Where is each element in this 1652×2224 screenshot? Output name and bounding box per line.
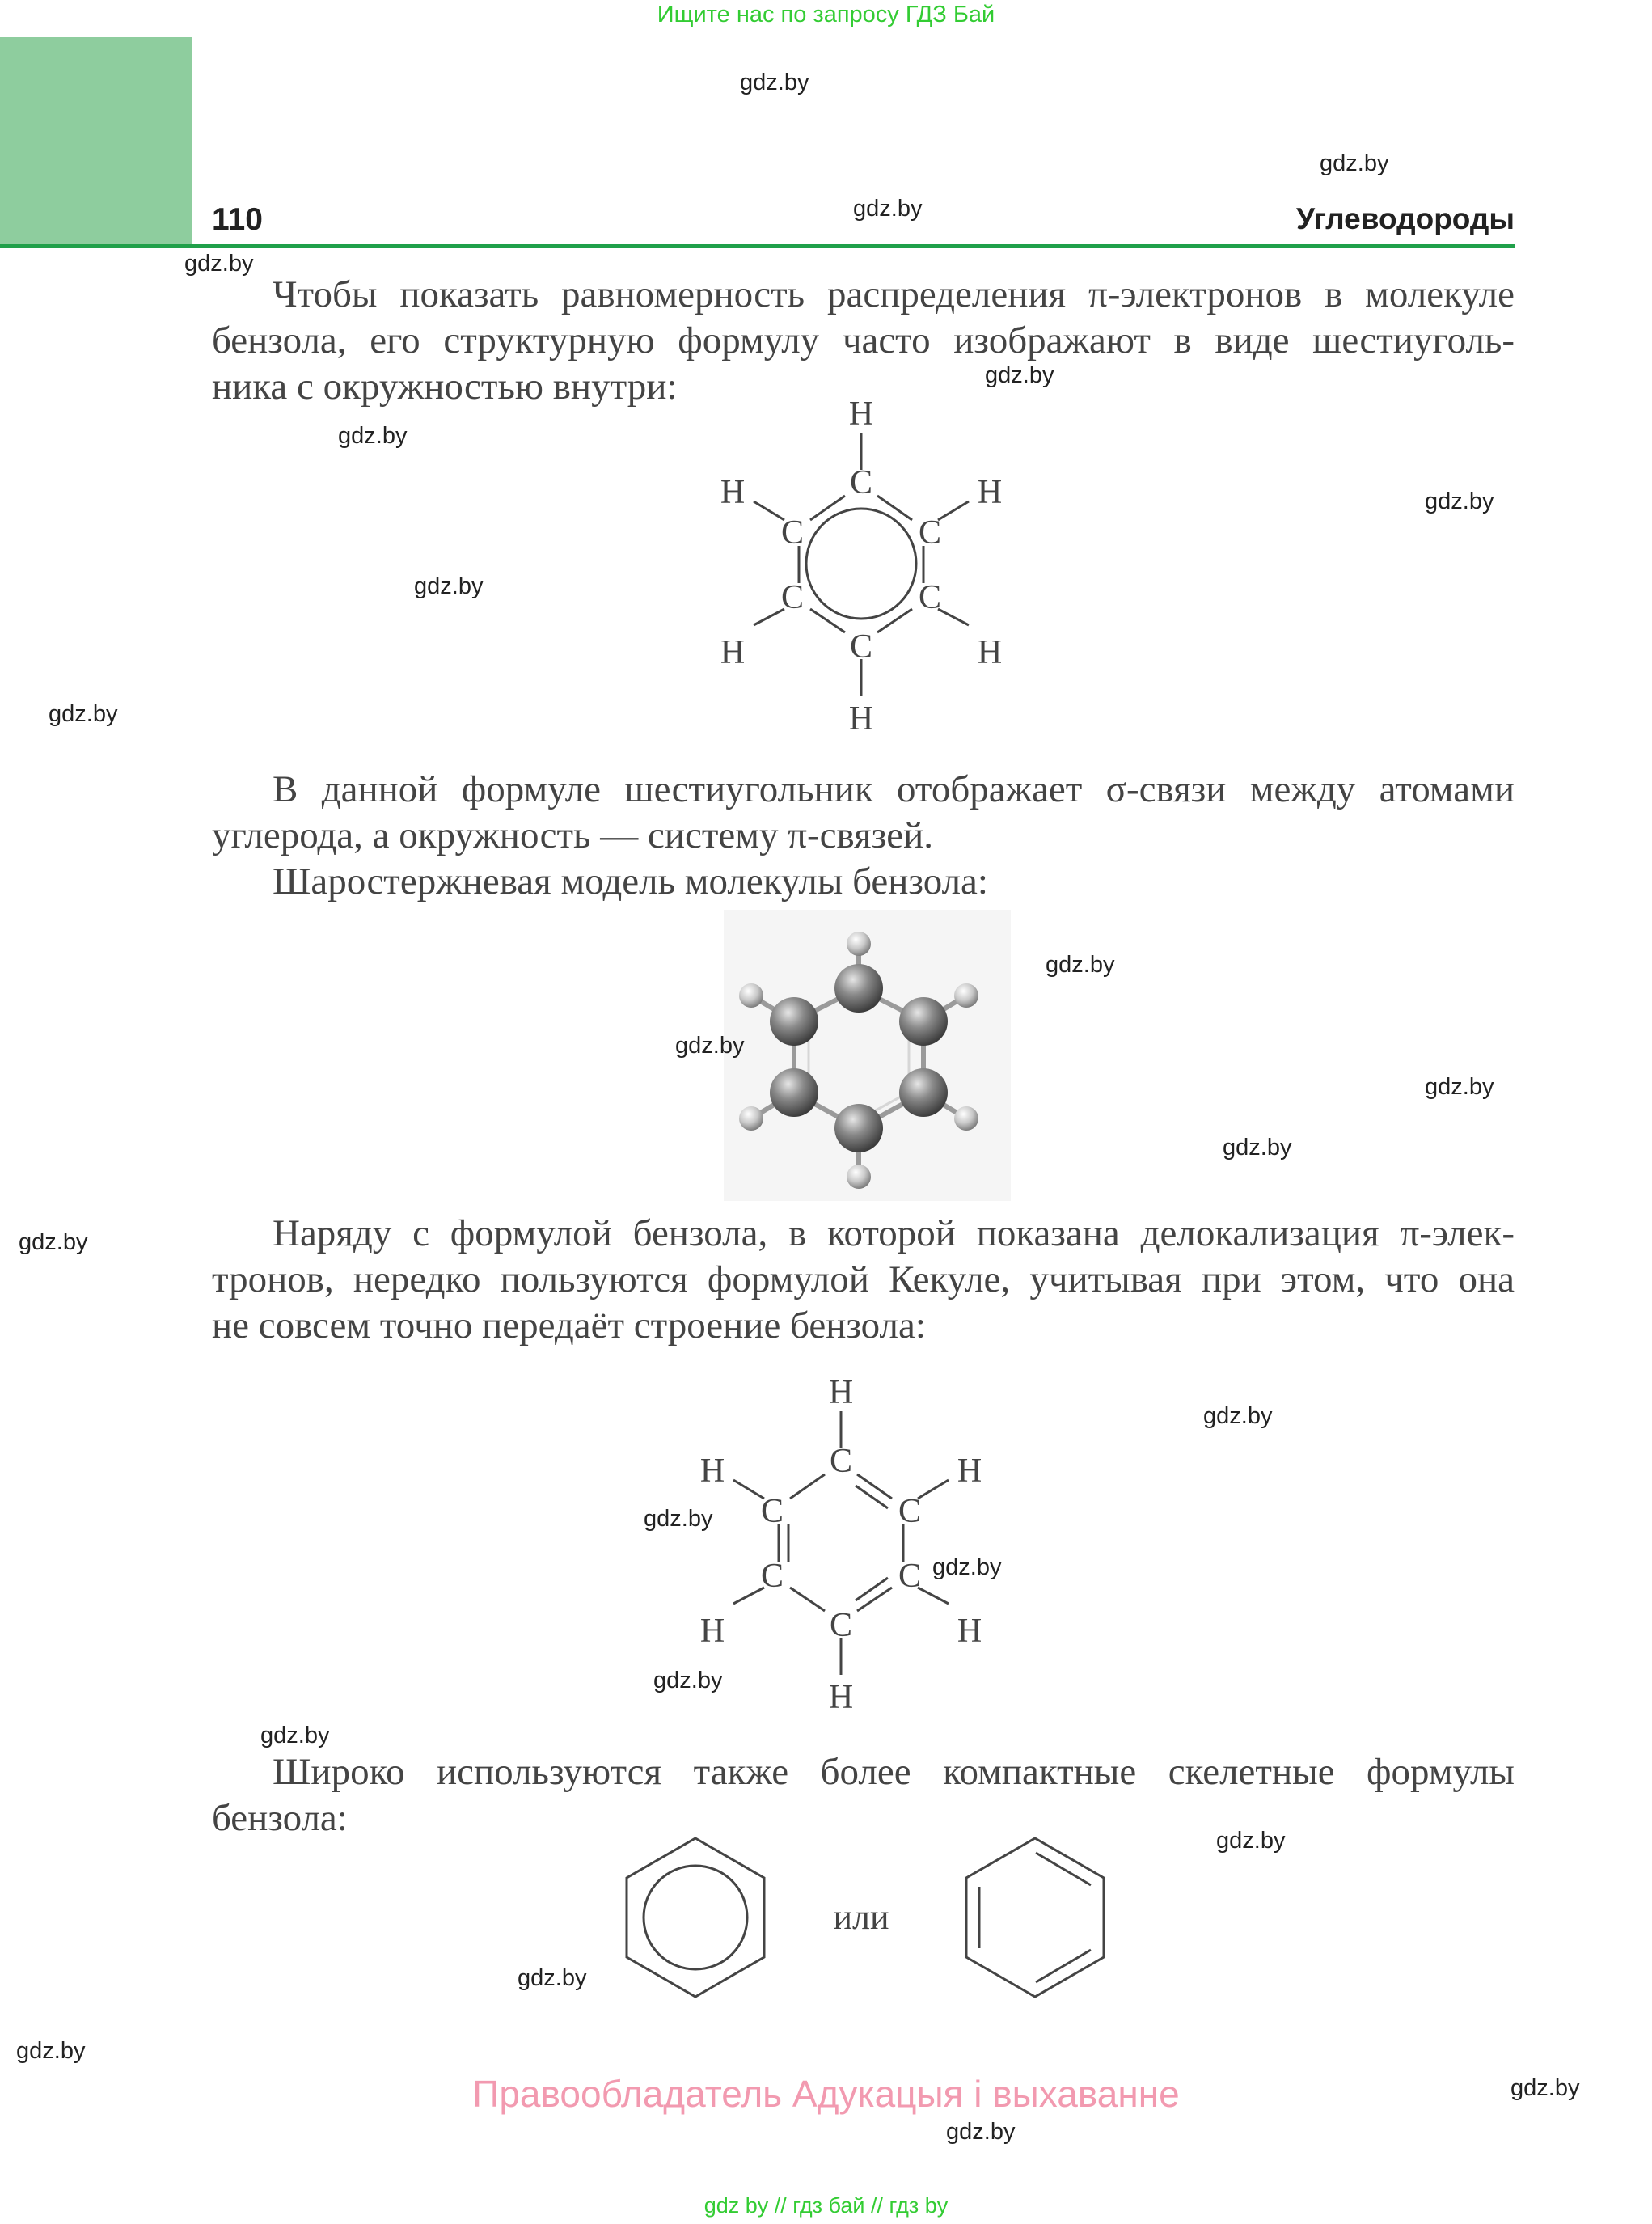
text-line: не совсем точно передаёт строение бензола:: [212, 1304, 926, 1347]
carbon-atom: [770, 997, 818, 1046]
text-line: ника с окружностью внутри:: [212, 366, 678, 408]
paragraph-kekule: [212, 1211, 1515, 1349]
carbon-atom: [899, 997, 948, 1046]
atom-label: H: [957, 1613, 982, 1650]
atom-label: C: [760, 1558, 784, 1595]
watermark: gdz.by: [946, 2119, 1016, 2145]
section-title: Углеводороды: [1296, 202, 1515, 235]
watermark: gdz.by: [414, 573, 484, 599]
hexagon-with-circle: [627, 1838, 764, 1997]
atom-label: H: [848, 395, 874, 433]
carbon-atom: [834, 1104, 883, 1152]
hydrogen-atom: [847, 1165, 871, 1189]
watermark: gdz.by: [675, 1033, 745, 1059]
watermark: gdz.by: [49, 701, 118, 727]
atom-label: C: [829, 1443, 853, 1480]
atom-label: H: [977, 634, 1003, 671]
watermark: gdz.by: [653, 1668, 723, 1693]
ball-and-stick-model: [724, 910, 1011, 1201]
atom-label: C: [849, 464, 873, 501]
atom-label: H: [957, 1452, 982, 1490]
chapter-color-tab: [0, 37, 192, 246]
text-line: бензола:: [212, 1797, 348, 1839]
carbon-atom: [834, 964, 883, 1013]
atom-label: C: [780, 514, 805, 552]
watermark: gdz.by: [644, 1506, 713, 1532]
watermark: gdz.by: [740, 70, 809, 95]
watermark: gdz.by: [1510, 2075, 1580, 2101]
atom-label: C: [760, 1493, 784, 1530]
watermark: gdz.by: [932, 1554, 1002, 1580]
watermark: gdz.by: [260, 1723, 330, 1748]
hydrogen-atom: [954, 1106, 978, 1131]
text-line: В данной формуле шестиугольник отображает σ-связи между атомами: [273, 768, 1515, 810]
benzene-circle-formula: [679, 384, 1035, 756]
page-number: 110: [212, 202, 263, 237]
atom-label: C: [898, 1558, 922, 1595]
atom-label: C: [849, 628, 873, 666]
watermark: gdz.by: [338, 423, 408, 449]
text-line: Широко используются также более компактные скелетные формулы: [273, 1751, 1515, 1793]
skeletal-formulas: [615, 1824, 1116, 2018]
text-line: бензола, его структурную формулу часто изображают в виде шестиуголь-: [212, 319, 1515, 362]
watermark: gdz.by: [1425, 1074, 1494, 1100]
atom-label: C: [918, 514, 942, 552]
watermark: gdz.by: [184, 251, 254, 277]
text-line: Шаростержневая модель молекулы бензола:: [273, 860, 988, 903]
watermark: gdz.by: [1223, 1135, 1292, 1161]
atom-label: H: [699, 1452, 725, 1490]
watermark: gdz.by: [985, 362, 1054, 388]
watermark: gdz.by: [1320, 150, 1389, 176]
atom-label: H: [828, 1679, 854, 1716]
atom-label: H: [977, 474, 1003, 511]
atom-label: H: [720, 474, 746, 511]
text-line: Чтобы показать равномерность распределения π-электронов в молекуле: [273, 273, 1515, 315]
hydrogen-atom: [739, 983, 763, 1008]
watermark: gdz.by: [1216, 1828, 1286, 1854]
text-line: углерода, а окружность — систему π-связей.: [212, 814, 933, 856]
text-line: тронов, нередко пользуются формулой Кекуле, учитывая при этом, что она: [212, 1258, 1515, 1300]
header-rule: [0, 244, 1515, 248]
atom-label: C: [829, 1607, 853, 1644]
hydrogen-atom: [847, 932, 871, 956]
paragraph-explanation: [212, 767, 1515, 905]
hydrogen-atom: [954, 983, 978, 1008]
atom-label: H: [848, 700, 874, 738]
bottom-links[interactable]: gdz by // гдз бай // гдз by: [703, 2193, 949, 2218]
copyright-notice: Правообладатель Адукацыя і выхаванне: [472, 2073, 1180, 2115]
watermark: gdz.by: [1203, 1403, 1273, 1429]
atom-label: C: [918, 579, 942, 616]
atom-label: H: [828, 1374, 854, 1411]
atom-label: C: [780, 579, 805, 616]
or-label: или: [833, 1897, 889, 1937]
atom-label: C: [898, 1493, 922, 1530]
carbon-atom: [770, 1068, 818, 1117]
watermark: gdz.by: [16, 2038, 86, 2064]
atom-label: H: [720, 634, 746, 671]
watermark: gdz.by: [19, 1229, 88, 1255]
atom-label: H: [699, 1613, 725, 1650]
top-search-link[interactable]: Ищите нас по запросу ГДЗ Бай: [657, 2, 995, 27]
watermark: gdz.by: [853, 196, 923, 222]
hydrogen-atom: [739, 1106, 763, 1131]
hexagon-kekule: [966, 1838, 1104, 1997]
watermark: gdz.by: [518, 1965, 587, 1991]
watermark: gdz.by: [1046, 952, 1115, 978]
text-line: Наряду с формулой бензола, в которой показана делокализация π-элек-: [273, 1212, 1515, 1254]
watermark: gdz.by: [1425, 488, 1494, 514]
carbon-atom: [899, 1068, 948, 1117]
